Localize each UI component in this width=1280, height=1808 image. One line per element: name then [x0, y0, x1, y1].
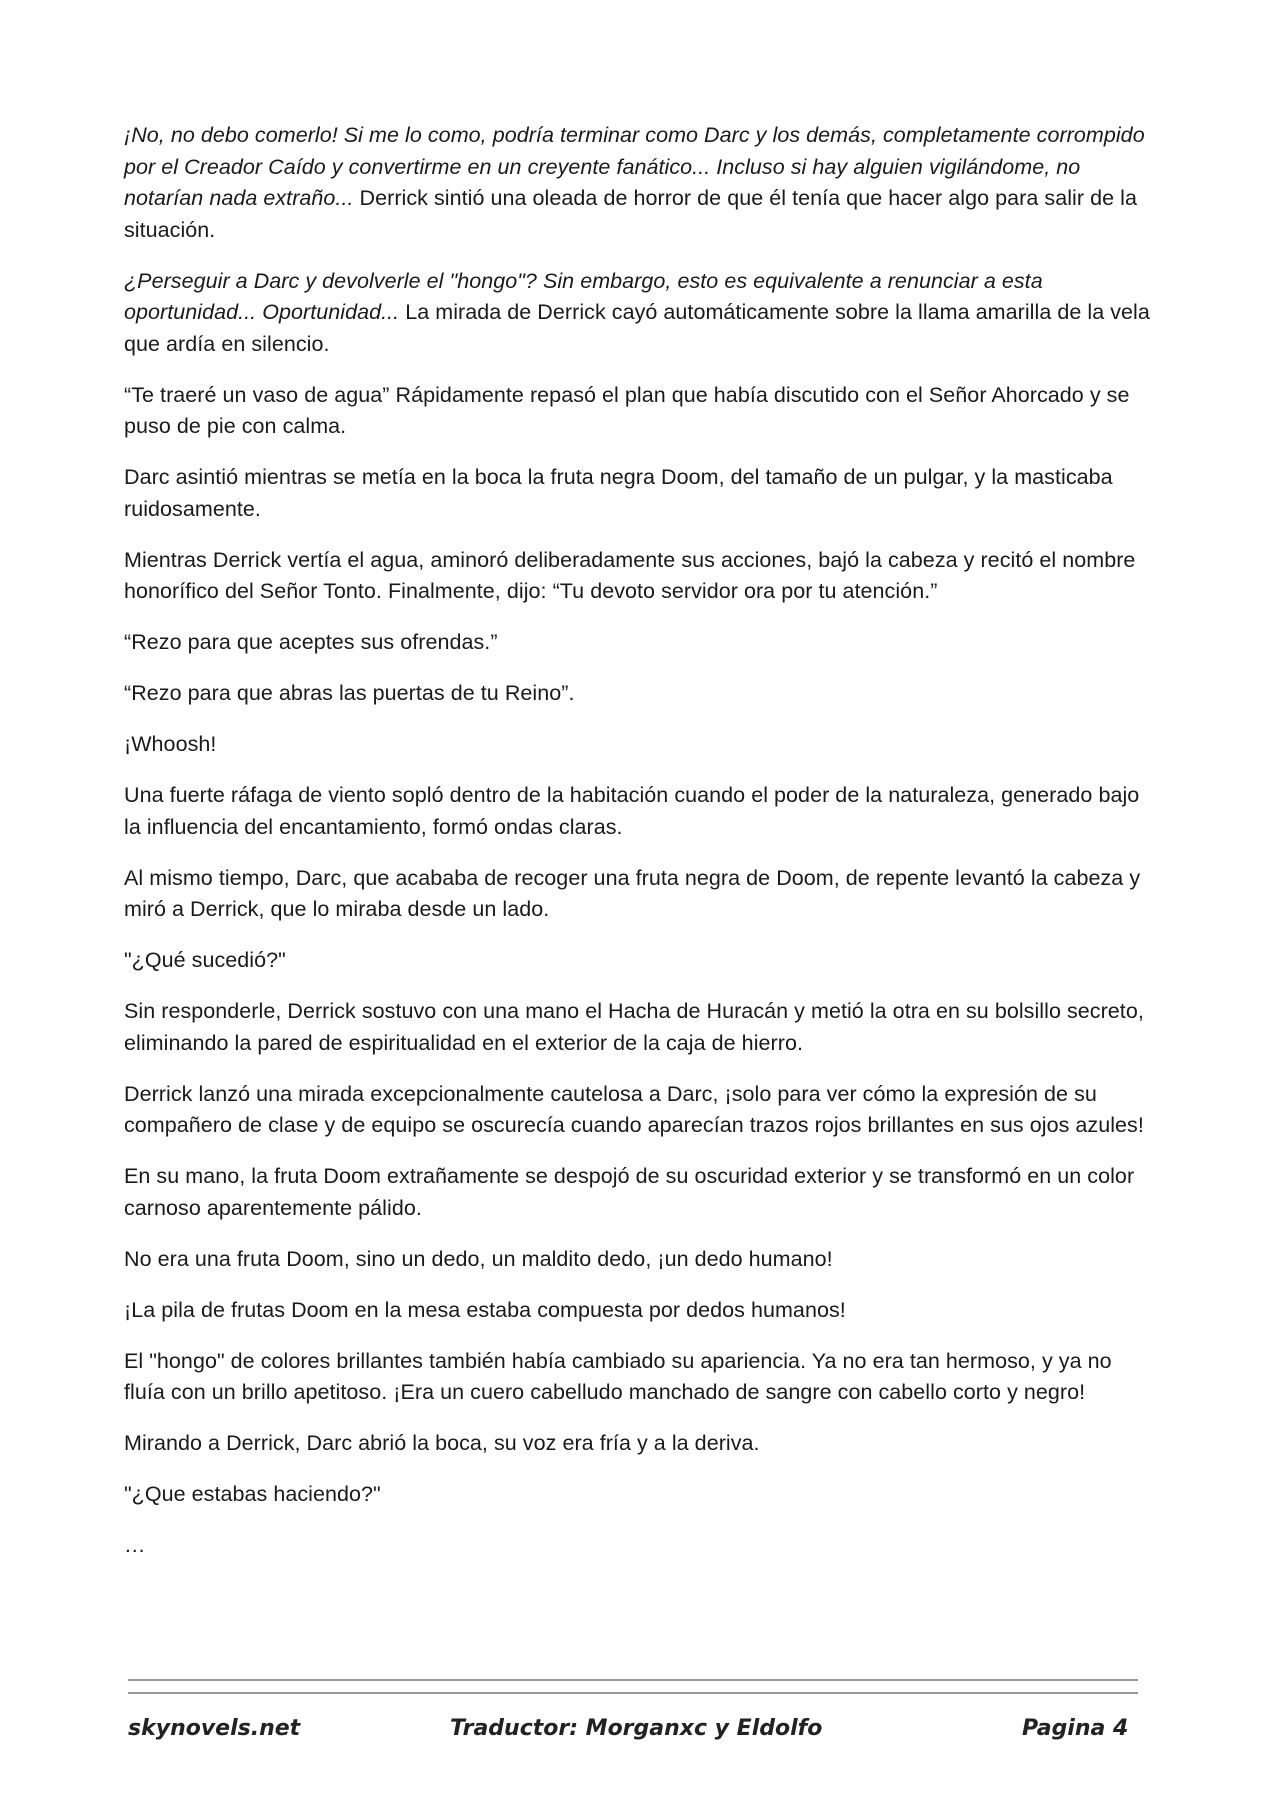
- paragraph: [124, 462, 1154, 525]
- italic-thought: ¿Perseguir a Darc y devolverle el "hongo"? Sin embargo, esto es equivalente a renunciar a esta oportunidad... Oportunidad...: [124, 268, 1043, 324]
- paragraph: [124, 1530, 1154, 1562]
- narration: "¿Qué sucedió?": [124, 948, 286, 972]
- narration: Derrick lanzó una mirada excepcionalmente cautelosa a Darc, ¡solo para ver cómo la expresión de su compañero de clase y de equipo se oscurecía cuando aparecían trazos rojos brillantes en sus ojos azules!: [124, 1081, 1144, 1137]
- footer-translator: Traductor: Morganxc y Eldolfo: [450, 1716, 823, 1741]
- narration: En su mano, la fruta Doom extrañamente se despojó de su oscuridad exterior y se transformó en un color carnoso aparentemente pálido.: [124, 1164, 1135, 1220]
- paragraph: [124, 120, 1154, 246]
- paragraph: [124, 1161, 1154, 1224]
- footer-site: skynovels.net: [128, 1716, 301, 1741]
- paragraph: [124, 1346, 1154, 1409]
- narration: ¡La pila de frutas Doom en la mesa estaba compuesta por dedos humanos!: [124, 1297, 846, 1322]
- paragraph: [124, 380, 1154, 443]
- page-body: [124, 120, 1154, 1581]
- paragraph: [124, 678, 1154, 710]
- paragraph: [124, 627, 1154, 659]
- narration: Al mismo tiempo, Darc, que acababa de recoger una fruta negra de Doom, de repente levantó la cabeza y miró a Derrick, que lo miraba desde un lado.: [124, 865, 1141, 921]
- footer-page-number: Pagina 4: [1022, 1716, 1129, 1741]
- narration: "¿Que estabas haciendo?": [124, 1482, 381, 1506]
- paragraph: [124, 1295, 1154, 1327]
- narration: Darc asintió mientras se metía en la boca la fruta negra Doom, del tamaño de un pulgar, y la masticaba ruidosamente.: [124, 465, 1113, 521]
- page-footer: [128, 1716, 1128, 1756]
- narration: El "hongo" de colores brillantes también había cambiado su apariencia. Ya no era tan hermoso, y ya no fluía con un brillo apetitoso. ¡Era un cuero cabelludo manchado de sangre con cabello corto y negro!: [124, 1348, 1112, 1404]
- italic-thought: ¡No, no debo comerlo! Si me lo como, podría terminar como Darc y los demás, completamente corrompido por el Creador Caído y convertirme en un creyente fanático... Incluso si hay alguien vigilándome, no notarían nada extraño...: [124, 123, 1145, 210]
- narration: “Rezo para que abras las puertas de tu Reino”.: [124, 681, 575, 705]
- paragraph: [124, 1079, 1154, 1142]
- paragraph: [124, 863, 1154, 926]
- narration: ¡Whoosh!: [124, 732, 217, 756]
- paragraph: [124, 996, 1154, 1059]
- narration: Sin responderle, Derrick sostuvo con una mano el Hacha de Huracán y metió la otra en su bolsillo secreto, eliminando la pared de espiritualidad en el exterior de la caja de hierro.: [124, 999, 1144, 1055]
- paragraph: [124, 266, 1154, 361]
- paragraph: [124, 729, 1154, 761]
- narration: “Rezo para que aceptes sus ofrendas.”: [124, 630, 498, 654]
- paragraph: [124, 945, 1154, 977]
- narration: Una fuerte ráfaga de viento sopló dentro de la habitación cuando el poder de la naturaleza, generado bajo la influencia del encantamiento, formó ondas claras.: [124, 783, 1140, 839]
- footer-divider-top: [128, 1679, 1138, 1681]
- narration: “Te traeré un vaso de agua” Rápidamente repasó el plan que había discutido con el Señor Ahorcado y se puso de pie con calma.: [124, 382, 1130, 438]
- footer-divider-bottom: [128, 1692, 1138, 1694]
- paragraph: [124, 780, 1154, 843]
- narration: Mirando a Derrick, Darc abrió la boca, su voz era fría y a la deriva.: [124, 1431, 760, 1455]
- paragraph: [124, 545, 1154, 608]
- narration: La mirada de Derrick cayó automáticamente sobre la llama amarilla de la vela que ardía en silencio.: [124, 300, 1150, 356]
- narration: Mientras Derrick vertía el agua, aminoró deliberadamente sus acciones, bajó la cabeza y recitó el nombre honorífico del Señor Tonto. Finalmente, dijo: “Tu devoto servidor ora por tu atención.”: [124, 547, 1136, 603]
- ellipsis: …: [124, 1533, 146, 1557]
- narration: No era una fruta Doom, sino un dedo, un maldito dedo, ¡un dedo humano!: [124, 1246, 833, 1271]
- paragraph: [124, 1479, 1154, 1511]
- paragraph: [124, 1244, 1154, 1276]
- paragraph: [124, 1428, 1154, 1460]
- narration: Derrick sintió una oleada de horror de que él tenía que hacer algo para salir de la situación.: [124, 186, 1137, 242]
